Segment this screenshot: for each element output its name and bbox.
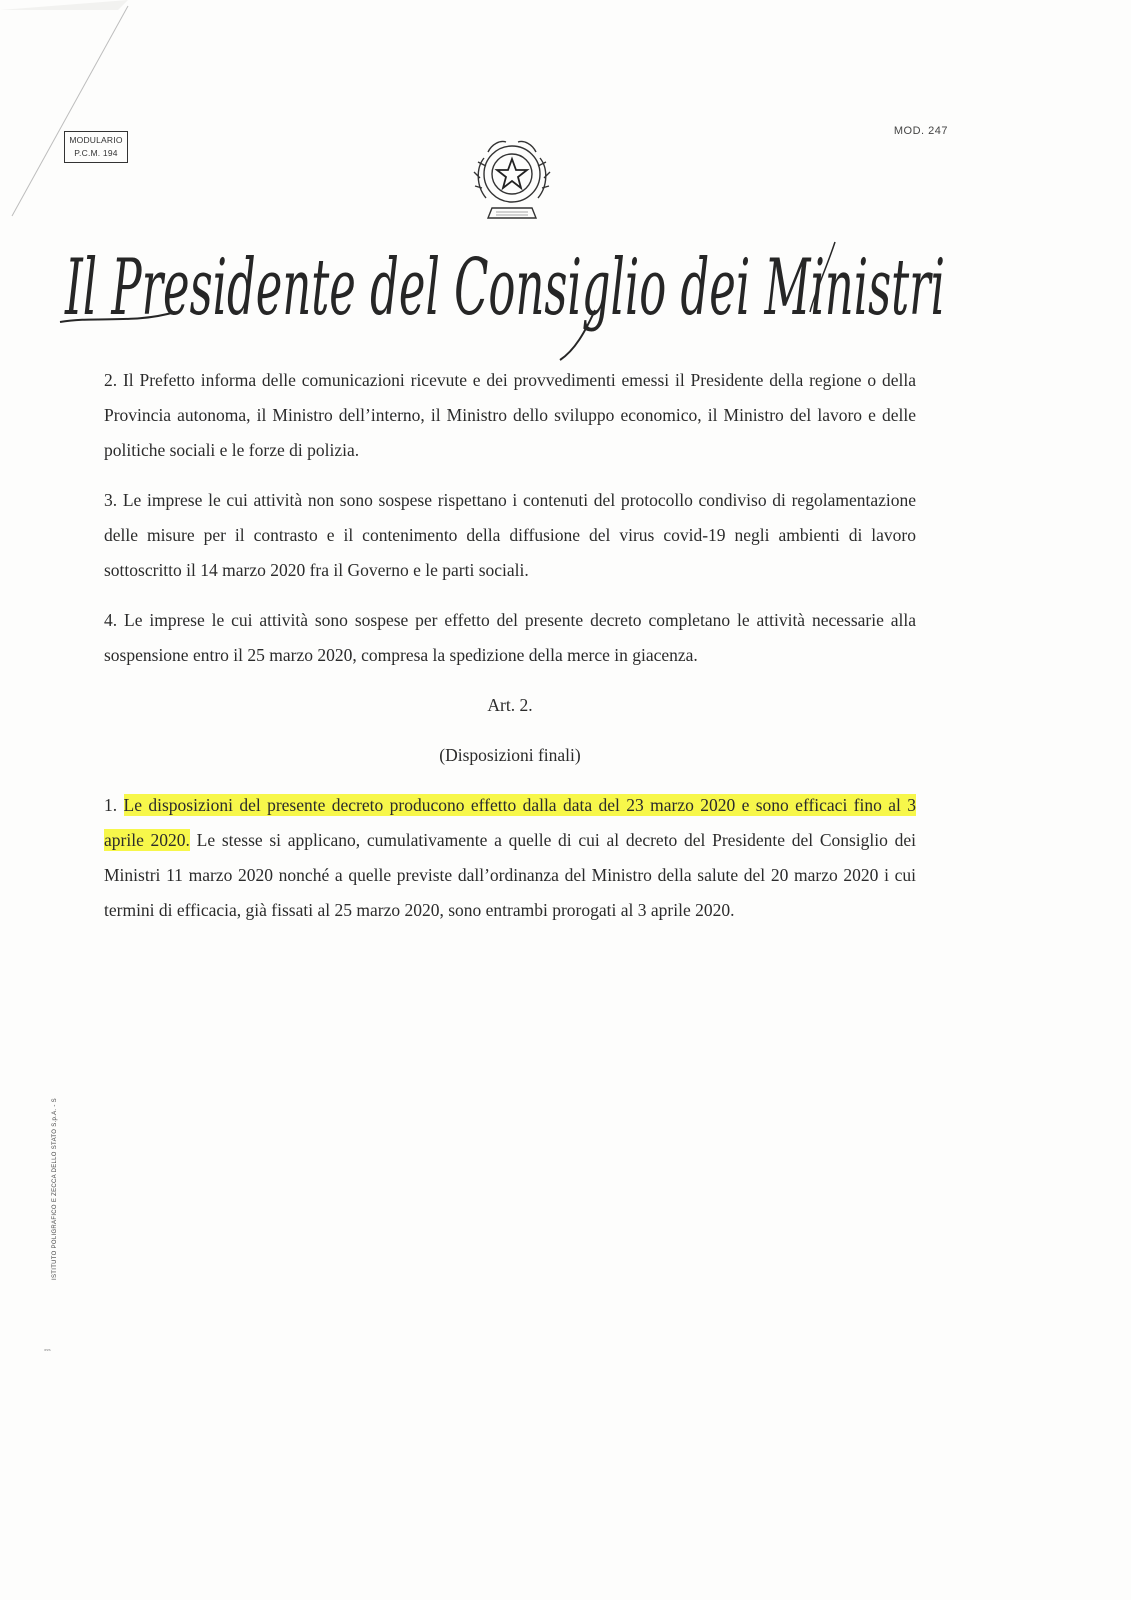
printer-imprint-text: ISTITUTO POLIGRAFICO E ZECCA DELLO STATO S.p.A. - S bbox=[52, 1098, 58, 1280]
highlighted-text: Le disposizioni del presente decreto producono effetto dalla data del 23 marzo 2020 e sono efficaci fino al 3 aprile 2020. bbox=[104, 795, 917, 850]
paragraph-4: 4. Le imprese le cui attività sono sospese per effetto del presente decreto completano le attività necessarie alla sospensione entro il 25 marzo 2020, compresa la spedizione della merce in giacenza. bbox=[104, 610, 916, 665]
stamp-line-2: P.C.M. 194 bbox=[74, 148, 118, 158]
paragraph-2: 2. Il Prefetto informa delle comunicazioni ricevute e dei provvedimenti emessi il Presidente della regione o della Provincia autonoma, il Ministro dell’interno, il Ministro dello sviluppo economico, il Ministro del lavoro e delle politiche sociali e le forze di polizia. bbox=[104, 370, 916, 460]
article-subheading: (Disposizioni finali) bbox=[439, 745, 581, 765]
paragraph-art2-1 bbox=[104, 788, 916, 928]
modulario-stamp bbox=[64, 131, 128, 163]
paper-fold-mark bbox=[0, 0, 140, 240]
mod-number: MOD. 247 bbox=[893, 125, 948, 137]
paragraph-number: 1. bbox=[104, 795, 124, 815]
printer-imprint bbox=[52, 1090, 66, 1280]
paragraph-continuation: Le stesse si applicano, cumulativamente a quelle di cui al decreto del Presidente del Consiglio dei Ministri 11 marzo 2020 nonché a quelle previste dall’ordinanza del Ministro della salute del 20 marzo 2020 i cui termini di efficacia, già fissati al 25 marzo 2020, sono entrambi prorogati al 3 aprile 2020. bbox=[104, 830, 916, 920]
document-body bbox=[104, 363, 916, 943]
paragraph-3: 3. Le imprese le cui attività non sono sospese rispettano i contenuti del protocollo condiviso di regolamentazione delle misure per il contrasto e il contenimento della diffusione del virus covid-19 negli ambienti di lavoro sottoscritto il 14 marzo 2020 fra il Governo e le parti sociali. bbox=[104, 490, 916, 580]
article-heading: Art. 2. bbox=[487, 695, 533, 715]
tiny-print-mark: IPZS bbox=[44, 1348, 51, 1352]
script-heading-presidente bbox=[55, 232, 955, 362]
emblem-republic-of-italy-icon bbox=[466, 128, 558, 226]
stamp-line-1: MODULARIO bbox=[69, 135, 123, 145]
svg-text:Il Presidente del Consiglio de: Il Presidente del Consiglio dei Ministri bbox=[63, 243, 945, 333]
